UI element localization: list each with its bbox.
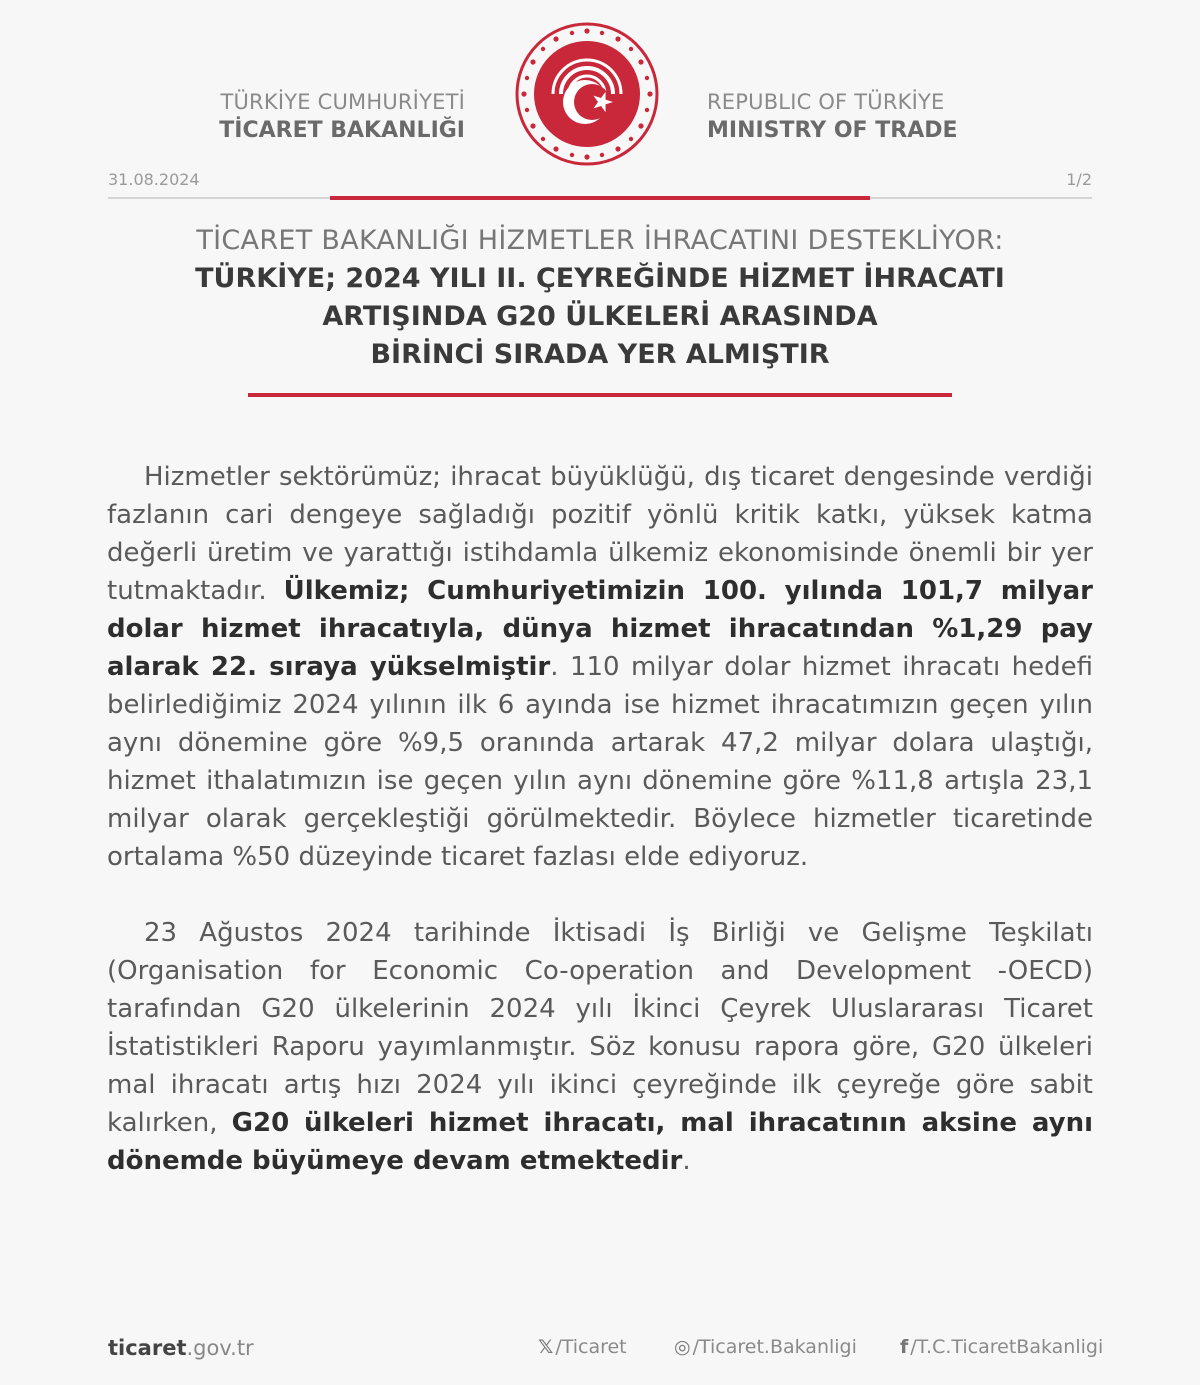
ministry-name-tr: TİCARET BAKANLIĞI — [219, 118, 465, 143]
paragraph-2-intro: 23 Ağustos 2024 tarihinde İktisadi İş Birliği ve Gelişme Teşkilatı (Organisation for Economic Co-operation and Development -OECD) tarafından G20 ülkelerinin 2024 yılı İkinci Çeyrek Uluslararası Ticaret İstatistikleri Raporu yayımlanmıştır. Söz konusu rapora göre, G20 ülkeleri mal ihracatı artış hızı 2024 yılı ikinci çeyreğinde ilk çeyreğe göre sabit kalırken, — [107, 918, 1093, 1138]
press-release-title — [100, 222, 1100, 374]
paragraph-1 — [107, 458, 1093, 876]
paragraph-1-intro: Hizmetler sektörümüz; ihracat büyüklüğü, dış ticaret dengesinde verdiği fazlanın cari dengeye sağladığı pozitif yönlü kritik katkı, yüksek katma değerli üretim ve yarattığı istihdamla ülkemiz ekonomisinde önemli bir yer tutmaktadır. — [107, 462, 1093, 606]
paragraph-1-highlight: Ülkemiz; Cumhuriyetimizin 100. yılında 101,7 milyar dolar hizmet ihracatıyla, dünya hizmet ihracatından %1,29 pay alarak 22. sıraya yükselmiştir — [107, 576, 1094, 682]
website-link[interactable] — [108, 1336, 254, 1360]
instagram-icon: ◎ — [674, 1336, 691, 1358]
letterhead-english — [707, 88, 958, 146]
press-release-body — [107, 458, 1093, 1218]
page-number: 1/2 — [1066, 170, 1092, 189]
x-handle: /Ticaret — [555, 1336, 627, 1358]
x-logo-icon: 𝕏 — [538, 1336, 554, 1358]
republic-name-tr: TÜRKİYE CUMHURİYETİ — [220, 90, 465, 114]
title-line-1: TÜRKİYE; 2024 YILI II. ÇEYREĞİNDE HİZMET İHRACATI — [195, 263, 1005, 294]
website-domain-rest: .gov.tr — [186, 1336, 254, 1360]
accent-rule-bottom — [248, 393, 952, 397]
document-meta — [108, 170, 1092, 194]
website-domain-bold: ticaret — [108, 1336, 187, 1360]
title-lead: TİCARET BAKANLIĞI HİZMETLER İHRACATINI DESTEKLİYOR: — [196, 225, 1004, 256]
document-date: 31.08.2024 — [108, 170, 200, 189]
ministry-crescent-star-emblem-icon — [513, 20, 661, 168]
footer — [108, 1330, 1104, 1366]
instagram-handle: /Ticaret.Bakanligi — [692, 1336, 857, 1358]
letterhead-turkish — [219, 88, 465, 146]
facebook-social-link[interactable] — [900, 1336, 1103, 1358]
facebook-icon: f — [900, 1336, 909, 1358]
republic-name-en: REPUBLIC OF TÜRKİYE — [707, 90, 945, 114]
paragraph-2-end: . — [682, 1146, 691, 1176]
facebook-handle: /T.C.TicaretBakanligi — [910, 1336, 1104, 1358]
paragraph-1-rest: . 110 milyar dolar hizmet ihracatı hedefi belirlediğimiz 2024 yılının ilk 6 ayında ise hizmet ihracatımızın geçen yılın aynı dönemine göre %9,5 oranında artarak 47,2 milyar dolara ulaştığı, hizmet ithalatımızın ise geçen yılın aynı dönemine göre %11,8 artışla 23,1 milyar olarak gerçekleştiği görülmektedir. Böylece hizmetler ticaretinde ortalama %50 düzeyinde ticaret fazlası elde ediyoruz. — [107, 652, 1093, 872]
ministry-name-en: MINISTRY OF TRADE — [707, 118, 958, 143]
paragraph-2 — [107, 914, 1093, 1180]
instagram-social-link[interactable] — [674, 1336, 857, 1358]
paragraph-2-highlight: G20 ülkeleri hizmet ihracatı, mal ihracatının aksine aynı dönemde büyümeye devam etmektedir — [107, 1108, 1093, 1176]
accent-rule-top — [330, 196, 870, 200]
title-line-3: BİRİNCİ SIRADA YER ALMIŞTIR — [370, 339, 830, 370]
title-line-2: ARTIŞINDA G20 ÜLKELERİ ARASINDA — [322, 301, 878, 332]
x-social-link[interactable] — [538, 1336, 627, 1358]
letterhead — [0, 20, 1200, 170]
